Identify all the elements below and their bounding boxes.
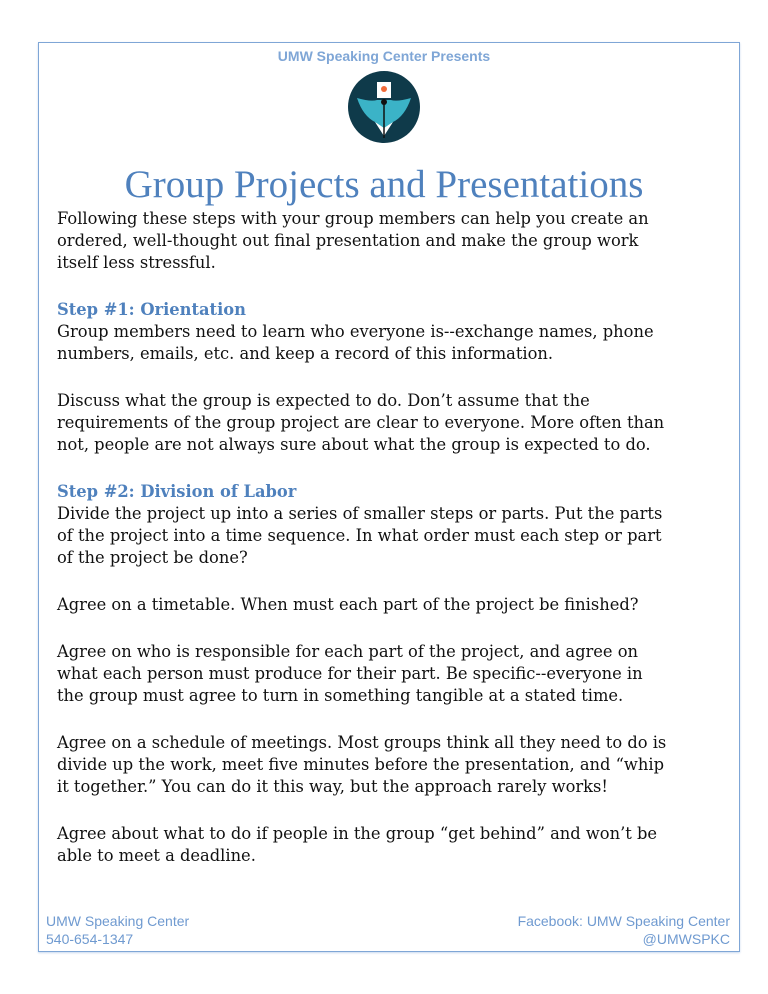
text-line: Agree on a timetable. When must each part of the project be finished?	[57, 595, 639, 614]
text-line: Discuss what the group is expected to do. Don’t assume that the	[57, 391, 590, 410]
footer-org-name: UMW Speaking Center	[46, 913, 190, 929]
footer-social	[518, 912, 730, 948]
intro-paragraph	[57, 208, 737, 274]
speaking-center-logo-icon	[347, 70, 421, 144]
footer-contact	[46, 912, 189, 948]
step2-heading: Step #2: Division of Labor	[57, 482, 297, 501]
footer-handle: @UMWSPKC	[642, 931, 730, 947]
text-line: the group must agree to turn in something tangible at a stated time.	[57, 686, 624, 705]
paragraph	[57, 732, 737, 798]
step2-paragraph	[57, 481, 737, 569]
text-line: Group members need to learn who everyone is--exchange names, phone	[57, 322, 654, 341]
text-line: Following these steps with your group members can help you create an	[57, 209, 649, 228]
document-body	[57, 208, 737, 892]
text-line: able to meet a deadline.	[57, 846, 256, 865]
step1-heading: Step #1: Orientation	[57, 300, 246, 319]
text-line: requirements of the group project are clear to everyone. More often than	[57, 413, 665, 432]
text-line: of the project be done?	[57, 548, 248, 567]
presents-header: UMW Speaking Center Presents	[277, 48, 491, 64]
text-line: ordered, well-thought out final presentation and make the group work	[57, 231, 639, 250]
page-title: Group Projects and Presentations	[124, 163, 644, 206]
text-line: numbers, emails, etc. and keep a record of this information.	[57, 344, 554, 363]
step1-paragraph	[57, 299, 737, 365]
text-line: of the project into a time sequence. In what order must each step or part	[57, 526, 662, 545]
text-line: Agree on who is responsible for each part of the project, and agree on	[57, 642, 639, 661]
text-line: itself less stressful.	[57, 253, 216, 272]
footer-facebook: Facebook: UMW Speaking Center	[517, 913, 730, 929]
text-line: divide up the work, meet five minutes before the presentation, and “whip	[57, 755, 664, 774]
text-line: Divide the project up into a series of smaller steps or parts. Put the parts	[57, 504, 663, 523]
paragraph	[57, 594, 737, 616]
paragraph	[57, 641, 737, 707]
footer-phone: 540-654-1347	[46, 931, 134, 947]
paragraph	[57, 823, 737, 867]
text-line: it together.” You can do it this way, but the approach rarely works!	[57, 777, 608, 796]
text-line: Agree about what to do if people in the group “get behind” and won’t be	[57, 824, 658, 843]
text-line: Agree on a schedule of meetings. Most groups think all they need to do is	[57, 733, 667, 752]
paragraph	[57, 390, 737, 456]
text-line: not, people are not always sure about what the group is expected to do.	[57, 435, 651, 454]
text-line: what each person must produce for their part. Be specific--everyone in	[57, 664, 643, 683]
